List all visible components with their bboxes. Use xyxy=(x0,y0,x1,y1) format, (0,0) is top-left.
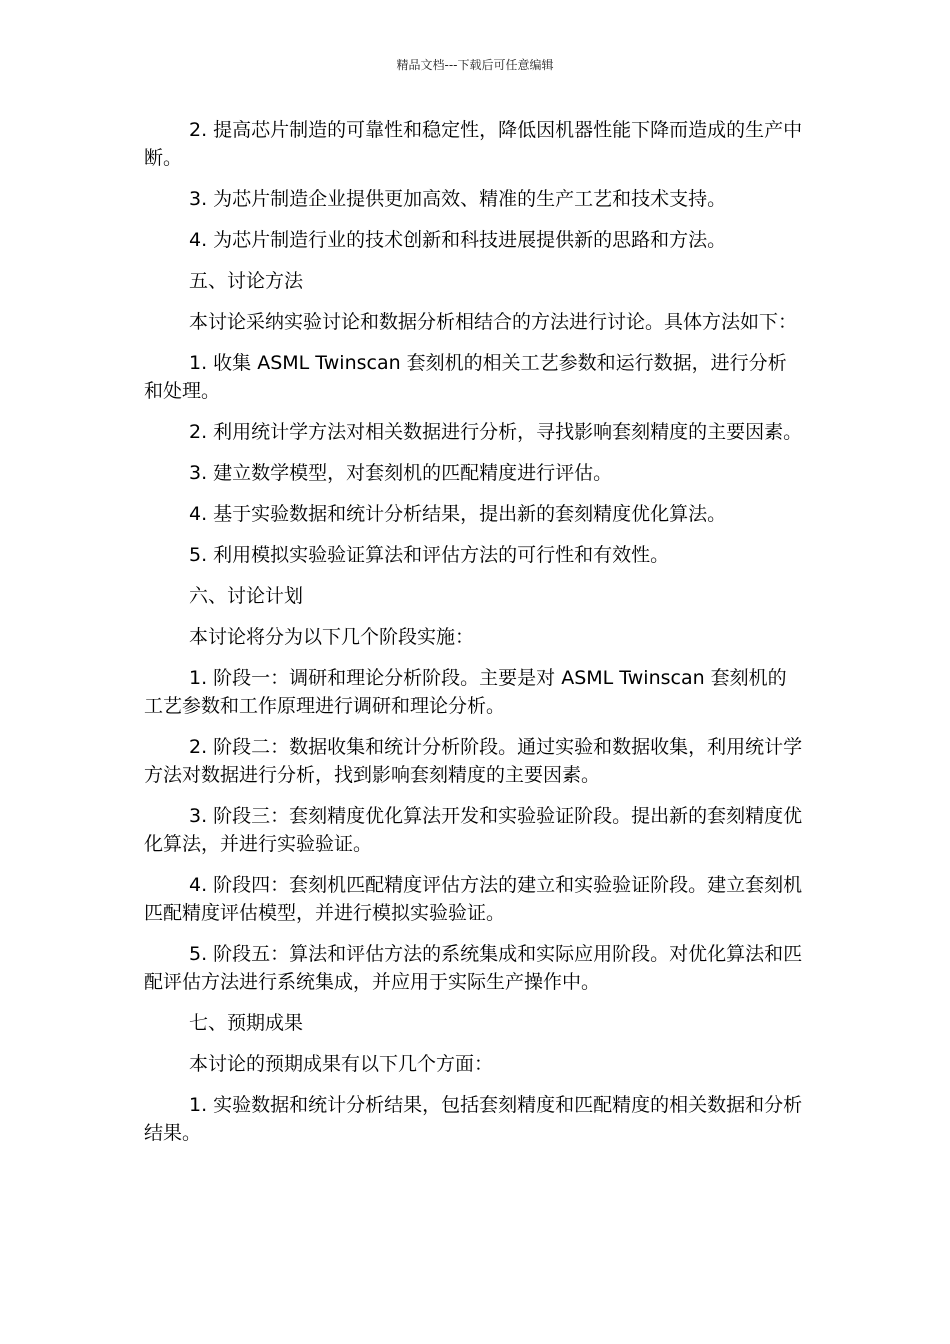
paragraph-result-1: 1. 实验数据和统计分析结果，包括套刻精度和匹配精度的相关数据和分析结果。 xyxy=(144,1094,803,1144)
paragraph-plan-stage-1: 1. 阶段一：调研和理论分析阶段。主要是对 ASML Twinscan 套刻机的工艺参数和工作原理进行调研和理论分析。 xyxy=(144,667,787,717)
section-heading-expected-results: 七、预期成果 xyxy=(189,1012,304,1034)
paragraph-outcome-innovation: 4. 为芯片制造行业的技术创新和科技进展提供新的思路和方法。 xyxy=(189,229,727,251)
paragraph-method-1: 1. 收集 ASML Twinscan 套刻机的相关工艺参数和运行数据，进行分析和处理。 xyxy=(144,352,787,402)
paragraph-plan-stage-5: 5. 阶段五：算法和评估方法的系统集成和实际应用阶段。对优化算法和匹配评估方法进行系统集成，并应用于实际生产操作中。 xyxy=(144,943,803,993)
section-heading-methods: 五、讨论方法 xyxy=(189,270,304,292)
paragraph-method-4: 4. 基于实验数据和统计分析结果，提出新的套刻精度优化算法。 xyxy=(189,503,727,525)
paragraph-methods-intro: 本讨论采纳实验讨论和数据分析相结合的方法进行讨论。具体方法如下： xyxy=(189,311,798,333)
page-header: 精品文档---下载后可任意编辑 xyxy=(396,58,554,72)
section-heading-plan: 六、讨论计划 xyxy=(189,585,304,607)
paragraph-method-5: 5. 利用模拟实验验证算法和评估方法的可行性和有效性。 xyxy=(189,544,670,566)
paragraph-results-intro: 本讨论的预期成果有以下几个方面： xyxy=(189,1053,494,1075)
paragraph-outcome-reliability: 2. 提高芯片制造的可靠性和稳定性，降低因机器性能下降而造成的生产中断。 xyxy=(144,119,803,169)
paragraph-plan-stage-2: 2. 阶段二：数据收集和统计分析阶段。通过实验和数据收集，利用统计学方法对数据进行分析，找到影响套刻精度的主要因素。 xyxy=(144,736,803,786)
paragraph-method-2: 2. 利用统计学方法对相关数据进行分析，寻找影响套刻精度的主要因素。 xyxy=(189,421,803,443)
document-body xyxy=(144,116,804,1160)
paragraph-outcome-support: 3. 为芯片制造企业提供更加高效、精准的生产工艺和技术支持。 xyxy=(189,188,727,210)
paragraph-plan-stage-3: 3. 阶段三：套刻精度优化算法开发和实验验证阶段。提出新的套刻精度优化算法，并进行实验验证。 xyxy=(144,805,803,855)
paragraph-plan-stage-4: 4. 阶段四：套刻机匹配精度评估方法的建立和实验验证阶段。建立套刻机匹配精度评估模型，并进行模拟实验验证。 xyxy=(144,874,803,924)
paragraph-plan-intro: 本讨论将分为以下几个阶段实施： xyxy=(189,626,475,648)
paragraph-method-3: 3. 建立数学模型，对套刻机的匹配精度进行评估。 xyxy=(189,462,613,484)
